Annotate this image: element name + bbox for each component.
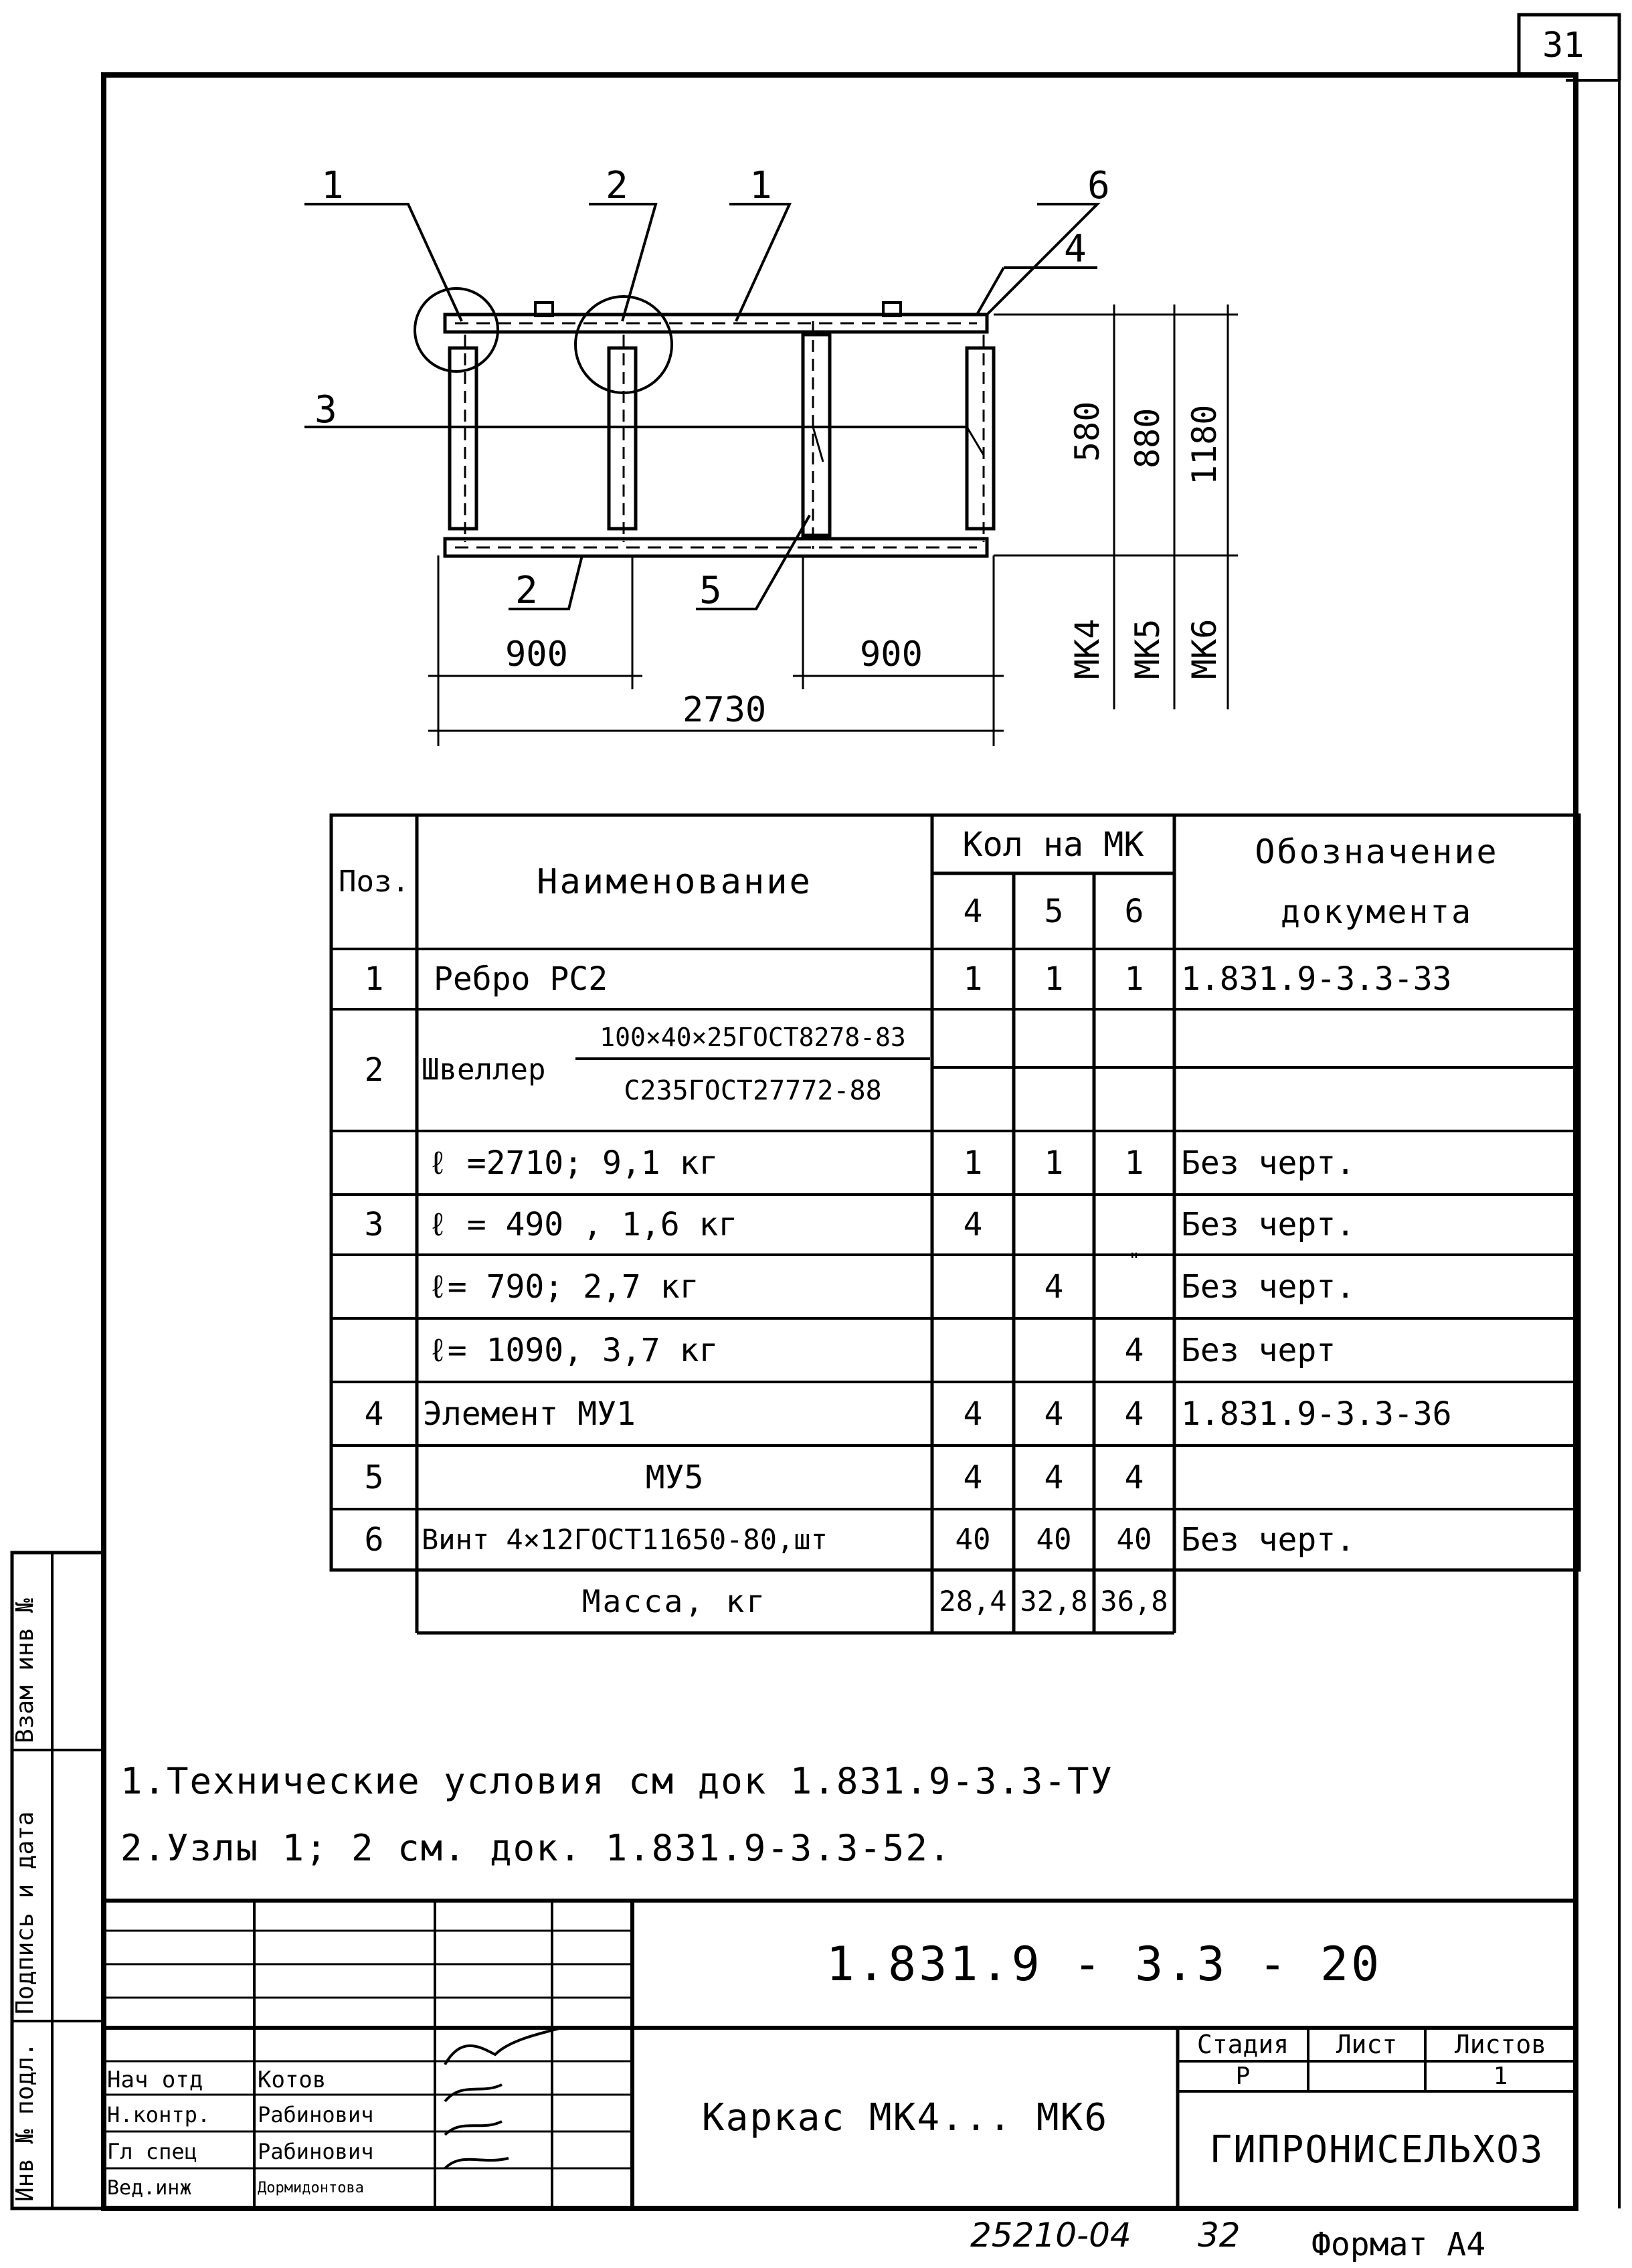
row3-q6: 1	[1124, 1144, 1144, 1182]
row4-q4: 4	[963, 1206, 983, 1243]
header-qty: Кол на МК	[962, 824, 1144, 864]
row1-q4: 1	[963, 960, 983, 998]
model-mk6: МК6	[1185, 618, 1224, 679]
callout-6: 6	[1087, 164, 1110, 207]
row3-q5: 1	[1044, 1144, 1064, 1182]
row1-q6: 1	[1124, 960, 1144, 998]
organization: ГИПРОНИСЕЛЬХОЗ	[1209, 2127, 1544, 2172]
callout-2-bottom: 2	[515, 569, 538, 612]
model-mk5: МК5	[1128, 618, 1167, 679]
row4-pos: 3	[364, 1206, 384, 1243]
sheet-number: 31	[1542, 25, 1584, 66]
row8-q6: 4	[1124, 1458, 1144, 1496]
height-880: 880	[1128, 408, 1167, 468]
row1-q5: 1	[1044, 960, 1064, 998]
note-1: 1.Технические условия см док 1.831.9-3.3-ТУ	[120, 1760, 1113, 1802]
row6-q6: 4	[1124, 1331, 1144, 1369]
callout-2-top: 2	[606, 164, 628, 207]
row5-q5: 4	[1044, 1268, 1064, 1306]
stamp-signature-date: Подпись и дата	[11, 1811, 39, 2014]
header-doc-line2: документа	[1280, 893, 1473, 931]
row4-q5	[1014, 1195, 1094, 1255]
header-q4: 4	[963, 892, 983, 930]
dim-left: 900	[505, 634, 568, 675]
callout-1-top: 1	[749, 164, 772, 207]
row1-name: Ребро РС2	[434, 960, 608, 998]
role-3: Гл спец	[107, 2139, 197, 2164]
row7-q5: 4	[1044, 1395, 1064, 1433]
callout-1-left: 1	[321, 164, 344, 207]
row2-name: Швеллер	[422, 1053, 546, 1087]
role-4: Вед.инж	[107, 2176, 192, 2200]
row8-q4: 4	[963, 1458, 983, 1496]
callout-5: 5	[699, 569, 722, 612]
row1-pos: 1	[364, 960, 384, 998]
mass-q4: 28,4	[939, 1585, 1007, 1618]
row5-q4	[932, 1255, 1014, 1318]
drawing-title: Каркас МК4... МК6	[701, 2096, 1109, 2140]
note-2: 2.Узлы 1; 2 см. док. 1.831.9-3.3-52.	[120, 1827, 952, 1869]
row9-name: Винт 4×12ГОСТ11650-80,шт	[422, 1522, 828, 1556]
row7-pos: 4	[364, 1395, 384, 1433]
row9-pos: 6	[364, 1520, 384, 1559]
height-580: 580	[1068, 401, 1107, 462]
row8-q5: 4	[1044, 1458, 1064, 1496]
mass-q5: 32,8	[1020, 1585, 1088, 1618]
row8-name: МУ5	[645, 1458, 704, 1496]
row9-doc: Без черт.	[1181, 1520, 1356, 1559]
row2-name-top: 100×40×25ГОСТ8278-83	[575, 1017, 930, 1060]
stage-label: Стадия	[1196, 2030, 1289, 2059]
row2-pos: 2	[364, 1051, 384, 1089]
sheets-label: Листов	[1454, 2030, 1547, 2059]
row5-pos	[331, 1255, 417, 1318]
row3-name: ℓ =2710; 9,1 кг	[428, 1144, 719, 1182]
row3-pos	[331, 1131, 417, 1195]
doc-code: 1.831.9 - 3.3 - 20	[826, 1937, 1382, 1992]
row7-doc: 1.831.9-3.3-36	[1181, 1395, 1452, 1433]
row6-q4	[932, 1318, 1014, 1382]
sheet-value	[1308, 2061, 1425, 2091]
row5-q6: "	[1127, 1249, 1141, 1273]
mass-q6: 36,8	[1100, 1585, 1168, 1618]
row5-name: ℓ= 790; 2,7 кг	[428, 1268, 699, 1306]
model-mk4: МК4	[1068, 618, 1107, 679]
row7-q6: 4	[1124, 1395, 1144, 1433]
stamp-inv-podl: Инв № подл.	[11, 2042, 39, 2202]
row6-doc: Без черт	[1181, 1331, 1336, 1369]
stamp-vzam-inv: Взам инв №	[11, 1598, 39, 1743]
row6-name: ℓ= 1090, 3,7 кг	[428, 1331, 719, 1369]
role-1: Нач отд	[107, 2066, 203, 2093]
height-1180: 1180	[1185, 404, 1224, 485]
dim-total: 2730	[683, 690, 767, 730]
row6-q5	[1014, 1318, 1094, 1382]
header-pos: Поз.	[339, 865, 410, 899]
mass-label: Масса, кг	[581, 1583, 767, 1620]
header-name: Наименование	[537, 862, 812, 902]
name-2: Рабинович	[258, 2102, 374, 2127]
row9-q5: 40	[1036, 1522, 1072, 1557]
name-4: Дормидонтова	[258, 2180, 364, 2196]
row2-name-bottom: С235ГОСТ27772-88	[624, 1075, 882, 1106]
name-3: Рабинович	[258, 2139, 374, 2164]
row9-q6: 40	[1116, 1522, 1152, 1557]
row7-q4: 4	[963, 1395, 983, 1433]
archive-page: 32	[1198, 2216, 1241, 2255]
row4-doc: Без черт.	[1181, 1206, 1356, 1243]
sheets-value: 1	[1493, 2062, 1508, 2090]
stage-value: Р	[1235, 2062, 1251, 2090]
callout-3: 3	[314, 388, 337, 432]
row9-q4: 40	[955, 1522, 991, 1557]
dim-right: 900	[860, 634, 923, 675]
header-doc-line1: Обозначение	[1255, 832, 1499, 871]
header-q6: 6	[1124, 892, 1144, 930]
row4-name: ℓ = 490 , 1,6 кг	[428, 1206, 738, 1243]
format-label: Формат А4	[1311, 2226, 1486, 2263]
sheet-label: Лист	[1336, 2030, 1398, 2059]
name-1: Котов	[258, 2066, 327, 2093]
header-q5: 5	[1044, 892, 1064, 930]
row1-doc: 1.831.9-3.3-33	[1181, 960, 1452, 998]
role-2: Н.контр.	[107, 2102, 211, 2127]
callout-4: 4	[1064, 228, 1087, 271]
row6-pos	[331, 1318, 417, 1382]
row8-doc	[1181, 1446, 1576, 1509]
row3-doc: Без черт.	[1181, 1144, 1356, 1182]
row7-name: Элемент МУ1	[423, 1395, 636, 1433]
row5-doc: Без черт.	[1181, 1268, 1356, 1306]
archive-number: 25210-04	[970, 2216, 1131, 2255]
row3-q4: 1	[963, 1144, 983, 1182]
row8-pos: 5	[364, 1458, 384, 1496]
